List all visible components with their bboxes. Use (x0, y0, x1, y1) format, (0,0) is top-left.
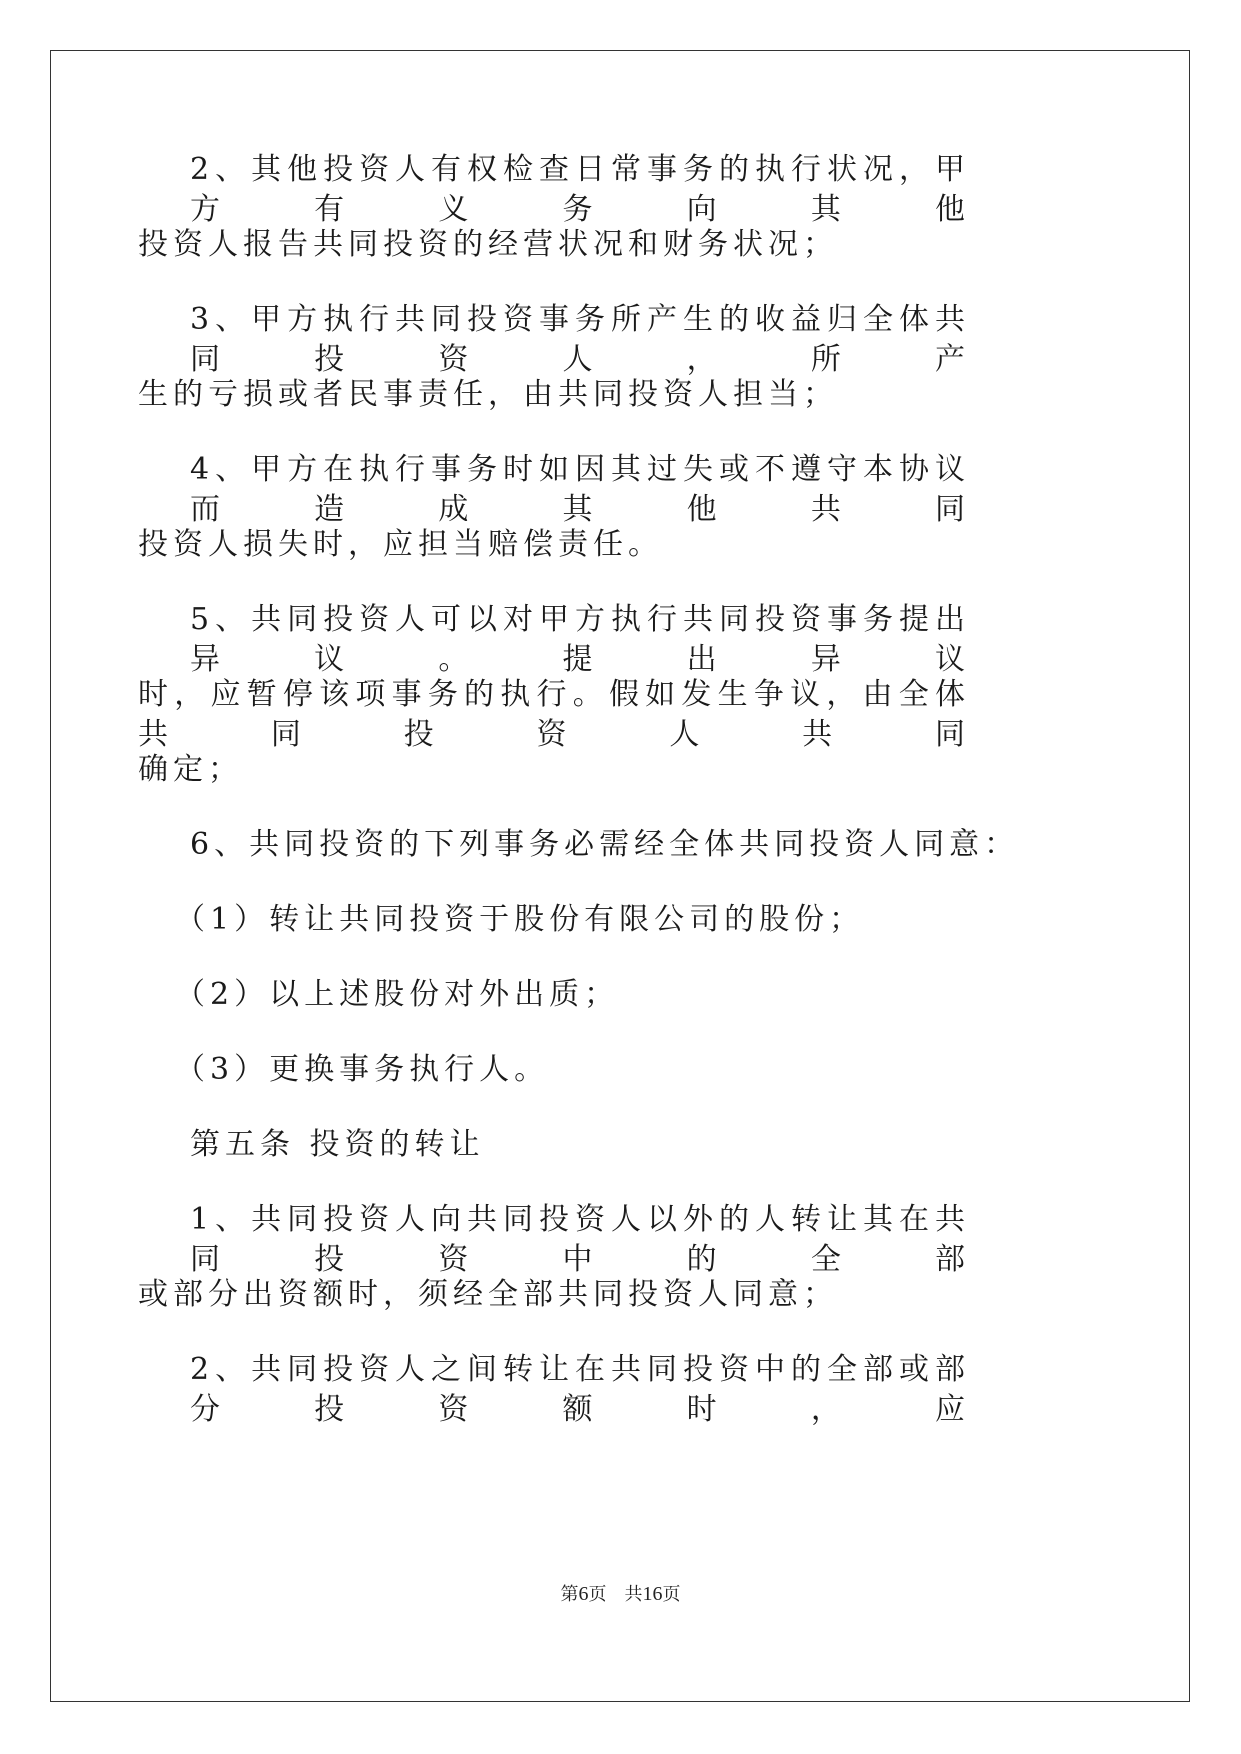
text-line: 时，应暂停该项事务的执行。假如发生争议，由全体共同投资人共同 (138, 677, 970, 752)
text-line: 2、其他投资人有权检查日常事务的执行状况，甲方有义务向其他 (190, 152, 970, 227)
section-heading: 第五条 投资的转让 (190, 1127, 485, 1162)
text-line: 4、甲方在执行事务时如因其过失或不遵守本协议而造成其他共同 (190, 452, 970, 527)
text-line: 3、甲方执行共同投资事务所产生的收益归全体共同投资人，所产 (190, 302, 970, 377)
page-border (50, 50, 1190, 1702)
text-line: 生的亏损或者民事责任，由共同投资人担当； (138, 377, 838, 412)
text-line: 2、共同投资人之间转让在共同投资中的全部或部分投资额时，应 (190, 1352, 970, 1427)
list-item: （3）更换事务执行人。 (175, 1052, 550, 1087)
text-line: 6、共同投资的下列事务必需经全体共同投资人同意： (190, 827, 1020, 862)
text-line: 5、共同投资人可以对甲方执行共同投资事务提出异议。提出异议 (190, 602, 970, 677)
page-footer (0, 1582, 1241, 1607)
page-suffix: 页 (588, 1584, 607, 1605)
text-line: 确定； (138, 752, 243, 787)
list-item: （1）转让共同投资于股份有限公司的股份； (175, 902, 865, 937)
page-prefix: 第 (560, 1584, 579, 1605)
page-number: 6 (578, 1583, 589, 1605)
text-line: 投资人损失时，应担当赔偿责任。 (138, 527, 663, 562)
text-line: 1、共同投资人向共同投资人以外的人转让其在共同投资中的全部 (190, 1202, 970, 1277)
total-suffix: 页 (662, 1584, 681, 1605)
total-pages: 16 (642, 1583, 663, 1605)
text-line: 投资人报告共同投资的经营状况和财务状况； (138, 227, 838, 262)
text-line: 或部分出资额时，须经全部共同投资人同意； (138, 1277, 838, 1312)
list-item: （2）以上述股份对外出质； (175, 977, 620, 1012)
total-prefix: 共 (624, 1584, 643, 1605)
